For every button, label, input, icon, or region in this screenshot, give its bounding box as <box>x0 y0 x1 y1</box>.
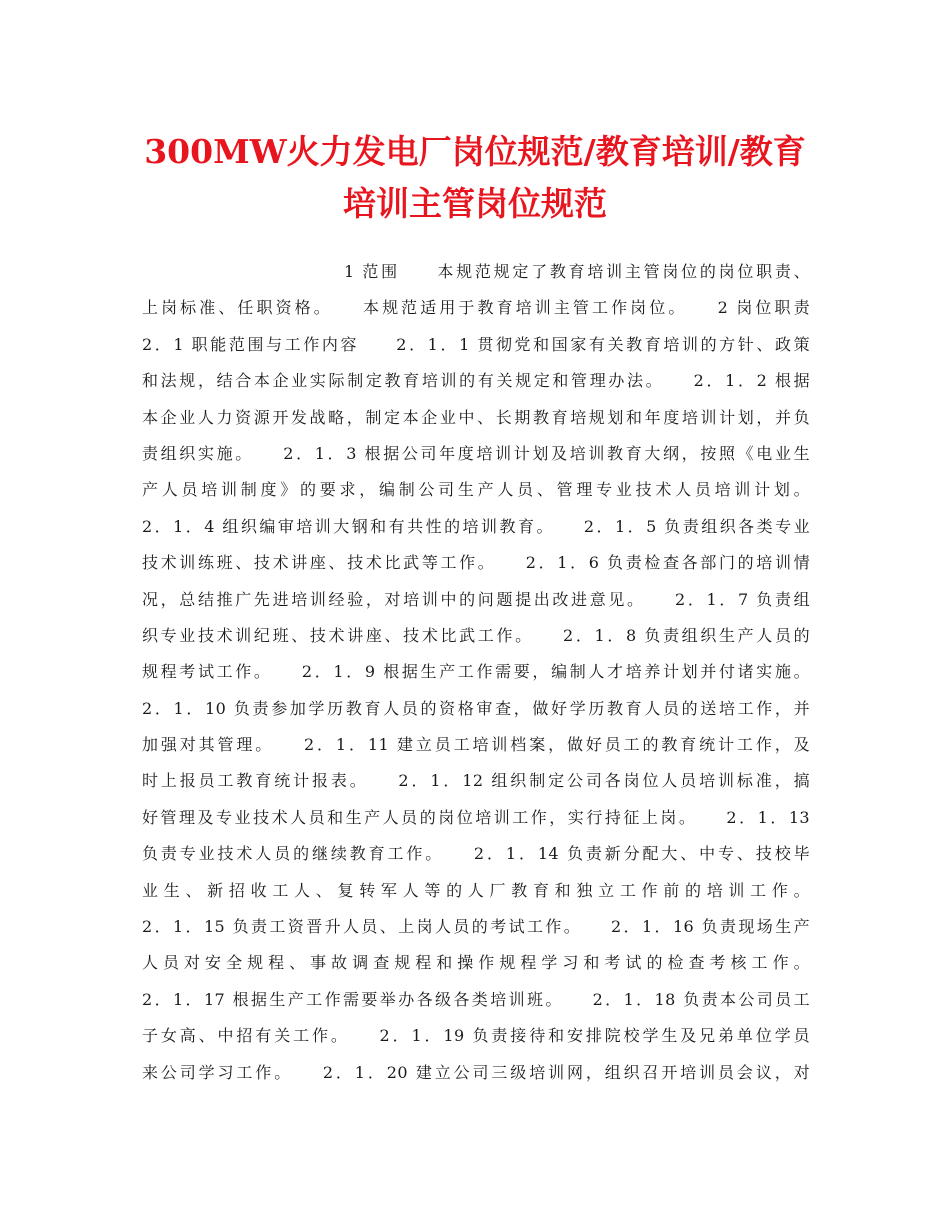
body-line-13: 2．1．10 负责参加学历教育人员的资格审查，做好学历教育人员的送培工作，并 <box>142 698 810 718</box>
body-line-16: 好管理及专业技术人员和生产人员的岗位培训工作，实行持征上岗。 2．1．13 <box>142 807 810 827</box>
body-line-7: 产人员培训制度》的要求，编制公司生产人员、管理专业技术人员培训计划。 <box>142 480 810 500</box>
body-line-5: 本企业人力资源开发战略，制定本企业中、长期教育培规划和年度培训计划，并负 <box>142 407 810 427</box>
body-line-17: 负责专业技术人员的继续教育工作。 2．1．14 负责新分配大、中专、技校毕 <box>142 844 810 864</box>
body-line-10: 况，总结推广先进培训经验，对培训中的问题提出改进意见。 2．1．7 负责组 <box>142 589 810 609</box>
document-title <box>120 126 830 230</box>
title-line-1: 300MW火力发电厂岗位规范/教育培训/教育 <box>144 132 806 171</box>
body-line-21: 2．1．17 根据生产工作需要举办各级各类培训班。 2．1．18 负责本公司员工 <box>142 989 810 1009</box>
body-line-3: 2．1 职能范围与工作内容 2．1．1 贯彻党和国家有关教育培训的方针、政策 <box>142 334 810 354</box>
body-line-2: 上岗标准、任职资格。 本规范适用于教育培训主管工作岗位。 2 岗位职责 <box>142 298 810 318</box>
title-line-2: 培训主管岗位规范 <box>343 184 607 223</box>
body-line-6: 责组织实施。 2．1．3 根据公司年度培训计划及培训教育大纲，按照《电业生 <box>142 443 810 463</box>
body-line-18: 业生、新招收工人、复转军人等的人厂教育和独立工作前的培训工作。 <box>142 880 810 900</box>
body-line-8: 2．1．4 组织编审培训大钢和有共性的培训教育。 2．1．5 负责组织各类专业 <box>142 516 810 536</box>
body-line-15: 时上报员工教育统计报表。 2．1．12 组织制定公司各岗位人员培训标准，搞 <box>142 771 810 791</box>
body-line-9: 技术训练班、技术讲座、技术比武等工作。 2．1．6 负责检查各部门的培训情 <box>142 553 810 573</box>
body-line-14: 加强对其管理。 2．1．11 建立员工培训档案，做好员工的教育统计工作，及 <box>142 735 810 755</box>
body-line-23: 来公司学习工作。 2．1．20 建立公司三级培训网，组织召开培训员会议，对 <box>142 1062 810 1082</box>
body-line-12: 规程考试工作。 2．1．9 根据生产工作需要，编制人才培养计划并付诸实施。 <box>142 662 810 682</box>
body-line-1: 1 范围 本规范规定了教育培训主管岗位的岗位职责、 <box>344 262 810 281</box>
body-line-11: 织专业技术训纪班、技术讲座、技术比武工作。 2．1．8 负责组织生产人员的 <box>142 625 810 645</box>
body-line-20: 人员对安全规程、事故调查规程和操作规程学习和考试的检查考核工作。 <box>142 953 810 973</box>
body-line-19: 2．1．15 负责工资晋升人员、上岗人员的考试工作。 2．1．16 负责现场生产 <box>142 917 810 937</box>
body-line-22: 子女高、中招有关工作。 2．1．19 负责接待和安排院校学生及兄弟单位学员 <box>142 1026 810 1046</box>
body-line-4: 和法规，结合本企业实际制定教育培训的有关规定和管理办法。 2．1．2 根据 <box>142 371 810 391</box>
document-body <box>142 254 810 1091</box>
